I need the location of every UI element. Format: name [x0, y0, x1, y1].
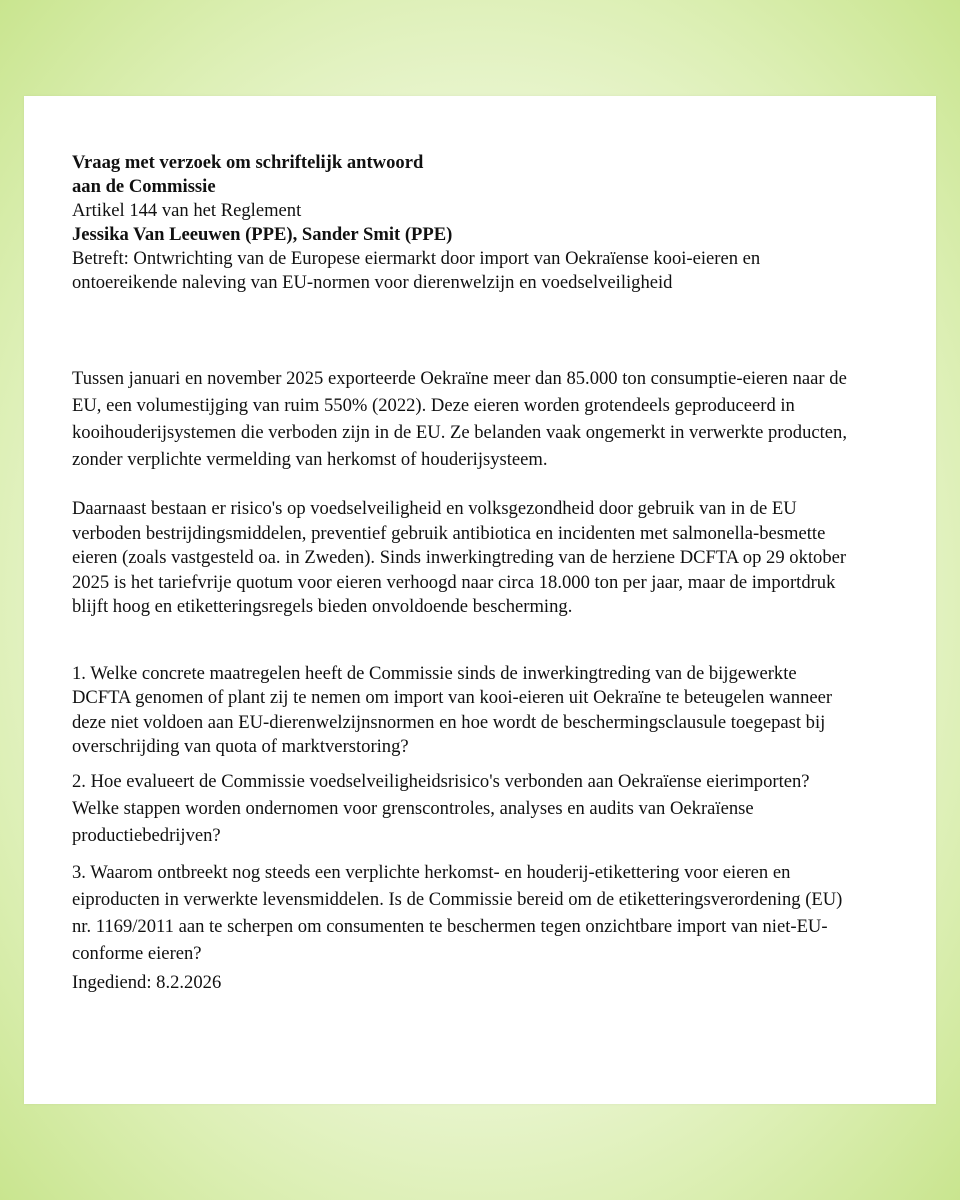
document-content: [72, 151, 852, 995]
body-paragraph-2: Daarnaast bestaan er risico's op voedselveiligheid en volksgezondheid door gebruik van in de EU verboden bestrijdingsmiddelen, preventief gebruik antibiotica en incidenten met salmonella-besmette eieren (zoals vastgesteld oa. in Zweden). Sinds inwerkingtreding van de herziene DCFTA op 29 oktober 2025 is het tariefvrije quotum voor eieren verhoogd naar circa 18.000 ton per jaar, maar de importdruk blijft hoog en etiketteringsregels bieden onvoldoende bescherming.: [72, 498, 847, 617]
body-paragraph-1: Tussen januari en november 2025 exporteerde Oekraïne meer dan 85.000 ton consumptie-eieren naar de EU, een volumestijging van ruim 550% (2022). Deze eieren worden grotendeels geproduceerd in kooihouderijsystemen die verboden zijn in de EU. Ze belanden vaak ongemerkt in verwerkte producten, zonder verplichte vermelding van herkomst of houderijsysteem.: [72, 368, 847, 470]
document-card: [24, 96, 936, 1104]
document-title: Vraag met verzoek om schriftelijk antwoord: [72, 152, 424, 173]
document-subject: Betreft: Ontwrichting van de Europese eiermarkt door import van Oekraïense kooi-eieren en ontoereikende naleving van EU-normen voor dierenwelzijn en voedselveiligheid: [72, 248, 761, 293]
submission-date: Ingediend: 8.2.2026: [72, 971, 222, 993]
document-authors: Jessika Van Leeuwen (PPE), Sander Smit (PPE): [72, 224, 453, 245]
document-addressee: aan de Commissie: [72, 176, 216, 197]
question-1: 1. Welke concrete maatregelen heeft de Commissie sinds de inwerkingtreding van de bijgewerkte DCFTA genomen of plant zij te nemen om import van kooi-eieren uit Oekraïne te beteugelen wanneer deze niet voldoen aan EU-dierenwelzijnsnormen en hoe wordt de beschermingsclausule toegepast bij overschrijding van quota of marktverstoring?: [72, 662, 833, 757]
question-2: 2. Hoe evalueert de Commissie voedselveiligheidsrisico's verbonden aan Oekraïense eierimporten? Welke stappen worden ondernomen voor grenscontroles, analyses en audits van Oekraïense productiebedrijven?: [72, 770, 810, 846]
document-article: Artikel 144 van het Reglement: [72, 200, 302, 221]
question-3: 3. Waarom ontbreekt nog steeds een verplichte herkomst- en houderij-etikettering voor eieren en eiproducten in verwerkte levensmiddelen. Is de Commissie bereid om de etiketteringsverordening (EU) nr. 1169/2011 aan te scherpen om consumenten te beschermen tegen onzichtbare import van niet-EU-conforme eieren?: [72, 861, 843, 964]
